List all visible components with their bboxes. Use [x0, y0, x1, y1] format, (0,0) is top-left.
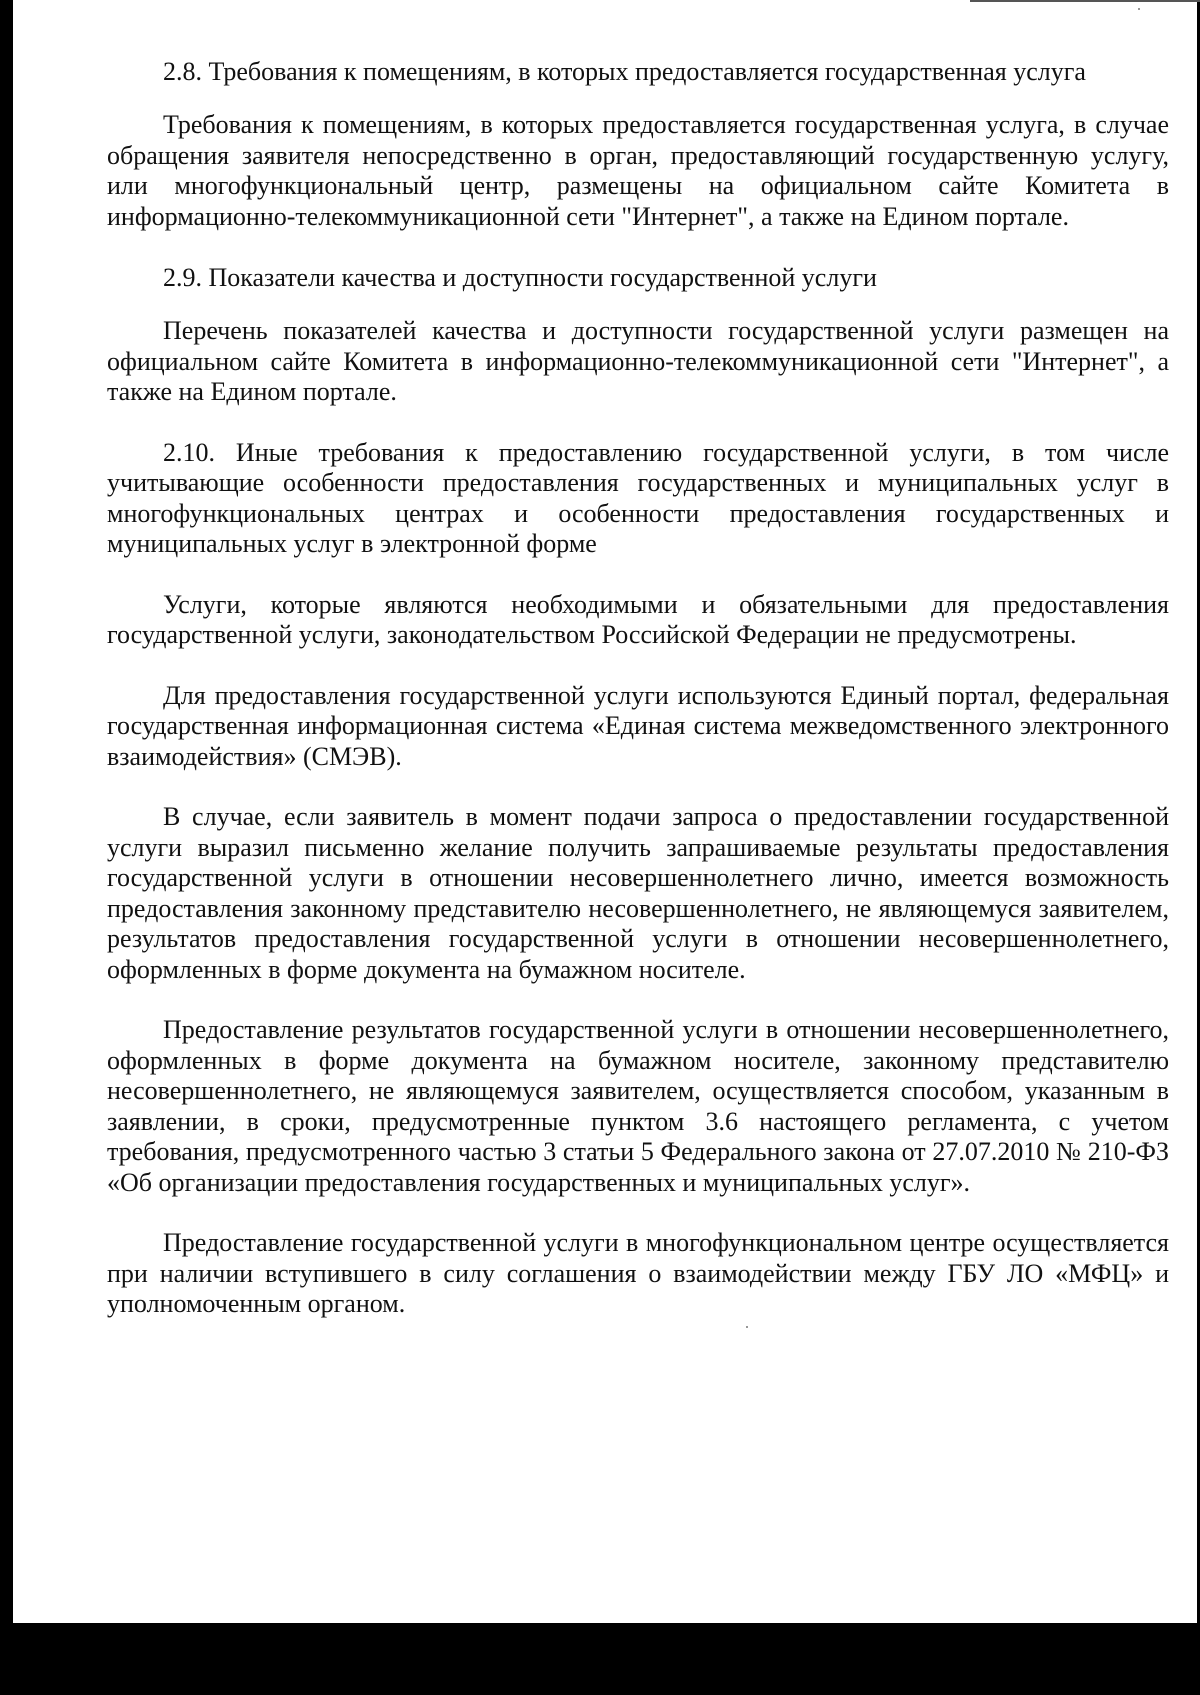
- scan-left-edge: [0, 0, 13, 1695]
- section-heading-2-10: 2.10. Иные требования к предоставлению государственной услуги, в том числе учитывающие особенности предоставления государственных и муниципальных услуг в многофункциональных центрах и особенности предоставления государственных и муниципальных услуг в электронной форме: [107, 437, 1169, 558]
- paragraph-premises-requirements: Требования к помещениям, в которых предоставляется государственная услуга, в случае обращения заявителя непосредственно в орган, предоставляющий государственную услугу, или многофункциональный центр, размещены на официальном сайте Комитета в информационно-телекоммуникационной сети "Интернет", а также на Едином портале.: [107, 110, 1169, 231]
- scan-top-line: [970, 0, 1200, 2]
- scan-bottom-band: [0, 1623, 1200, 1695]
- paragraph-quality-indicators: Перечень показателей качества и доступности государственной услуги размещен на официальном сайте Комитета в информационно-телекоммуникационной сети "Интернет", а также на Едином портале.: [107, 316, 1169, 406]
- section-heading-2-9: 2.9. Показатели качества и доступности государственной услуги: [163, 263, 877, 292]
- document-page: [107, 56, 1169, 1350]
- paragraph-minor-request: В случае, если заявитель в момент подачи запроса о предоставлении государственной услуги выразил письменно желание получить запрашиваемые результаты предоставления государственной услуги в отношении несовершеннолетнего лично, имеется возможность предоставления законному представителю несовершеннолетнего, не являющемуся заявителем, результатов предоставления государственной услуги в отношении несовершеннолетнего, оформленных в форме документа на бумажном носителе.: [107, 802, 1169, 984]
- paragraph-mfc-agreement: Предоставление государственной услуги в многофункциональном центре осуществляется при наличии вступившего в силу соглашения о взаимодействии между ГБУ ЛО «МФЦ» и уполномоченным органом.: [107, 1228, 1169, 1318]
- paragraph-necessary-services: Услуги, которые являются необходимыми и обязательными для предоставления государственной услуги, законодательством Российской Федерации не предусмотрены.: [107, 589, 1169, 649]
- paragraph-information-systems: Для предоставления государственной услуги используются Единый портал, федеральная государственная информационная система «Единая система межведомственного электронного взаимодействия» (СМЭВ).: [107, 680, 1169, 771]
- section-heading-2-8: 2.8. Требования к помещениям, в которых предоставляется государственная услуга: [163, 57, 1086, 86]
- paragraph-minor-delivery: Предоставление результатов государственной услуги в отношении несовершеннолетнего, оформленных в форме документа на бумажном носителе, законному представителю несовершеннолетнего, не являющемуся заявителем, осуществляется способом, указанным в заявлении, в сроки, предусмотренные пунктом 3.6 настоящего регламента, с учетом требования, предусмотренного частью 3 статьи 5 Федерального закона от 27.07.2010 № 210-ФЗ «Об организации предоставления государственных и муниципальных услуг».: [107, 1015, 1169, 1197]
- scan-speck: [1138, 8, 1140, 10]
